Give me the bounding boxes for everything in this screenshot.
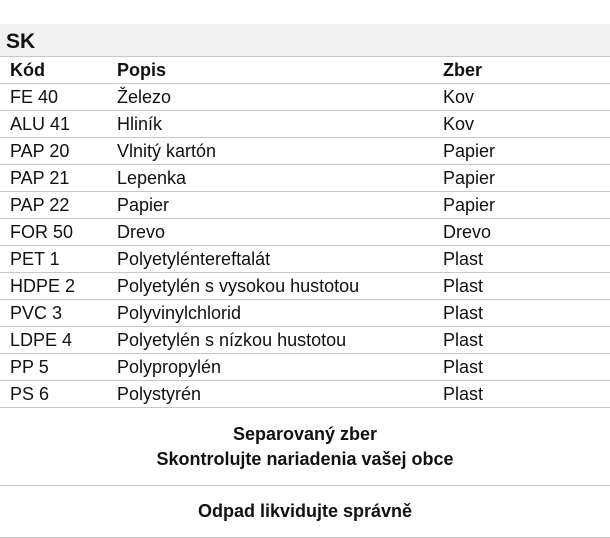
table-row xyxy=(0,300,610,327)
material-code: FOR 50 xyxy=(0,219,107,246)
column-header-code: Kód xyxy=(0,57,107,84)
material-code: PVC 3 xyxy=(0,300,107,327)
material-description: Papier xyxy=(107,192,433,219)
material-code: PET 1 xyxy=(0,246,107,273)
table-row xyxy=(0,138,610,165)
collection-notice xyxy=(0,408,610,486)
material-code: PAP 21 xyxy=(0,165,107,192)
material-codes-table xyxy=(0,57,610,408)
region-title: SK xyxy=(0,24,610,57)
material-description: Polyetylén s vysokou hustotou xyxy=(107,273,433,300)
recycling-code-sheet xyxy=(0,24,610,538)
material-code: PAP 20 xyxy=(0,138,107,165)
table-row xyxy=(0,327,610,354)
material-description: Vlnitý kartón xyxy=(107,138,433,165)
disposal-notice xyxy=(0,486,610,538)
material-description: Polypropylén xyxy=(107,354,433,381)
material-code: ALU 41 xyxy=(0,111,107,138)
material-description: Polystyrén xyxy=(107,381,433,408)
table-row xyxy=(0,354,610,381)
material-description: Železo xyxy=(107,84,433,111)
table-row xyxy=(0,111,610,138)
collection-stream: Plast xyxy=(433,381,610,408)
material-code: PP 5 xyxy=(0,354,107,381)
table-row xyxy=(0,381,610,408)
material-description: Polyetyléntereftalát xyxy=(107,246,433,273)
table-row xyxy=(0,165,610,192)
material-description: Drevo xyxy=(107,219,433,246)
material-code: PAP 22 xyxy=(0,192,107,219)
table-header-row xyxy=(0,57,610,84)
collection-stream: Plast xyxy=(433,327,610,354)
collection-stream: Papier xyxy=(433,165,610,192)
material-description: Polyetylén s nízkou hustotou xyxy=(107,327,433,354)
collection-stream: Papier xyxy=(433,138,610,165)
table-row xyxy=(0,273,610,300)
material-code: LDPE 4 xyxy=(0,327,107,354)
material-code: FE 40 xyxy=(0,84,107,111)
table-row xyxy=(0,192,610,219)
table-row xyxy=(0,246,610,273)
collection-stream: Papier xyxy=(433,192,610,219)
material-code: HDPE 2 xyxy=(0,273,107,300)
collection-stream: Plast xyxy=(433,273,610,300)
table-row xyxy=(0,84,610,111)
check-regulations-text: Skontrolujte nariadenia vašej obce xyxy=(156,449,454,469)
material-code: PS 6 xyxy=(0,381,107,408)
collection-stream: Kov xyxy=(433,111,610,138)
dispose-properly-text: Odpad likvidujte správně xyxy=(197,501,413,521)
column-header-description: Popis xyxy=(107,57,433,84)
material-description: Hliník xyxy=(107,111,433,138)
collection-stream: Plast xyxy=(433,354,610,381)
table-row xyxy=(0,219,610,246)
collection-stream: Plast xyxy=(433,300,610,327)
separate-collection-text: Separovaný zber xyxy=(232,424,378,444)
collection-stream: Plast xyxy=(433,246,610,273)
collection-stream: Kov xyxy=(433,84,610,111)
column-header-collection: Zber xyxy=(433,57,610,84)
material-description: Lepenka xyxy=(107,165,433,192)
collection-stream: Drevo xyxy=(433,219,610,246)
material-description: Polyvinylchlorid xyxy=(107,300,433,327)
